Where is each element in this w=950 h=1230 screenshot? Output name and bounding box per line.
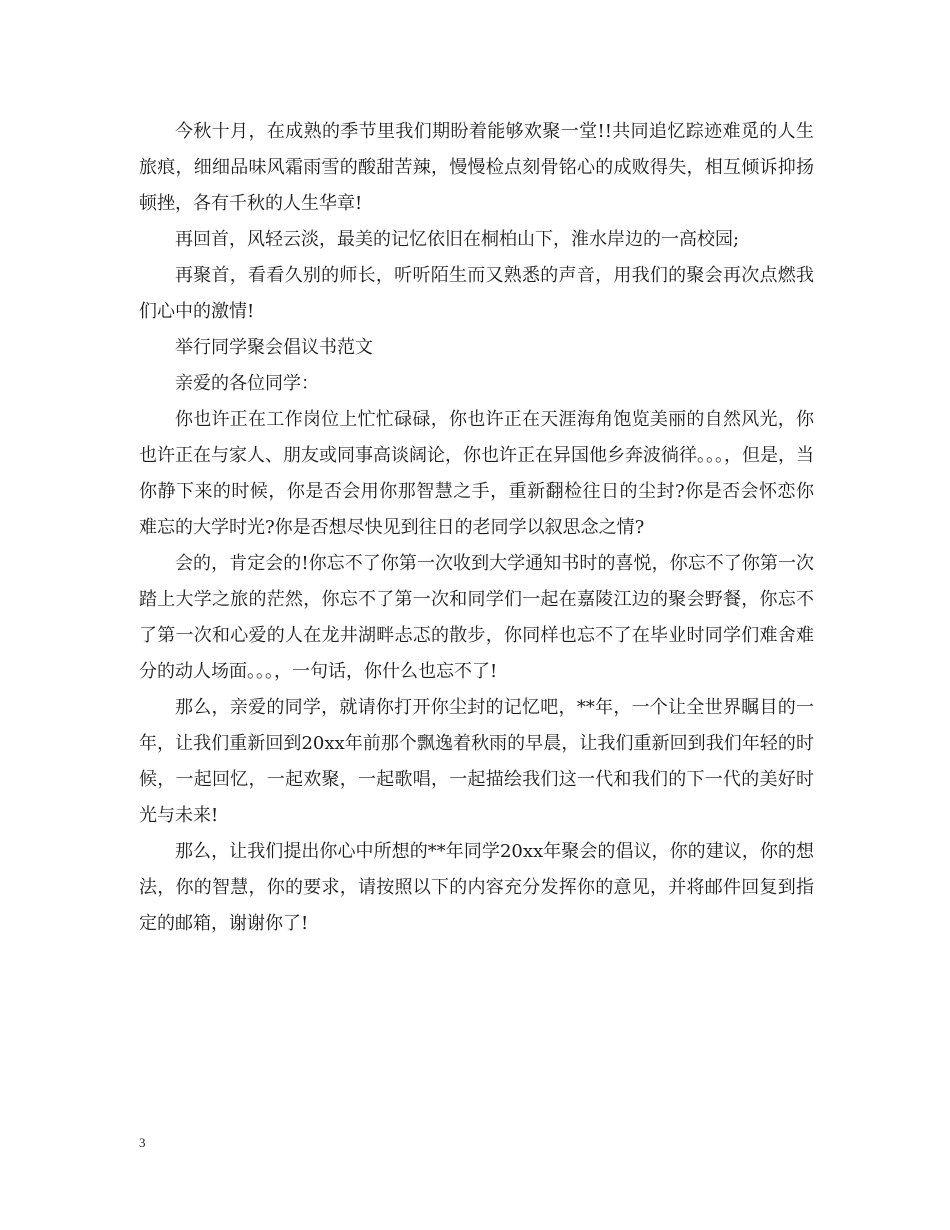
salutation: 亲爱的各位同学： <box>175 373 319 394</box>
page-number: 3 <box>139 1135 146 1150</box>
paragraph-proposal: 那么，让我们提出你心中所想的**年同学20xx年聚会的倡议，你的建议，你的想法，你的智慧，你的要求，请按照以下的内容充分发挥你的意见，并将邮件回复到指定的邮箱，谢谢你了! <box>139 841 814 934</box>
paragraph-intro: 今秋十月，在成熟的季节里我们期盼着能够欢聚一堂!!共同追忆踪迹难觅的人生旅痕，细细品味风霜雨雪的酸甜苦辣，慢慢检点刻骨铭心的成败得失，相互倾诉抑扬顿挫，各有千秋的人生华章! <box>139 121 814 214</box>
paragraph-look-back: 再回首，风轻云淡，最美的记忆依旧在桐柏山下，淮水岸边的一高校园; <box>175 229 740 250</box>
paragraph-memories: 会的，肯定会的!你忘不了你第一次收到大学通知书时的喜悦，你忘不了你第一次踏上大学之旅的茫然，你忘不了第一次和同学们一起在嘉陵江边的聚会野餐，你忘不了第一次和心爱的人在龙井湖畔忐忑的散步，你同样也忘不了在毕业时同学们难舍难分的动人场面。。。，一句话，你什么也忘不了! <box>139 553 814 682</box>
document-body <box>139 114 814 942</box>
paragraph-reunite: 再聚首，看看久别的师长，听听陌生而又熟悉的声音，用我们的聚会再次点燃我们心中的激情! <box>139 265 814 322</box>
paragraph-maybe: 你也许正在工作岗位上忙忙碌碌，你也许正在天涯海角饱览美丽的自然风光，你也许正在与家人、朋友或同事高谈阔论，你也许正在异国他乡奔波徜徉。。。，但是，当你静下来的时候，你是否会用你那智慧之手，重新翻检往日的尘封?你是否会怀恋你难忘的大学时光?你是否想尽快见到往日的老同学以叙思念之情? <box>139 409 814 538</box>
paragraph-invitation: 那么，亲爱的同学，就请你打开你尘封的记忆吧，**年，一个让全世界瞩目的一年，让我们重新回到20xx年前那个飘逸着秋雨的早晨，让我们重新回到我们年轻的时候，一起回忆，一起欢聚，一起歌唱，一起描绘我们这一代和我们的下一代的美好时光与未来! <box>139 697 814 826</box>
section-title: 举行同学聚会倡议书范文 <box>175 337 373 358</box>
